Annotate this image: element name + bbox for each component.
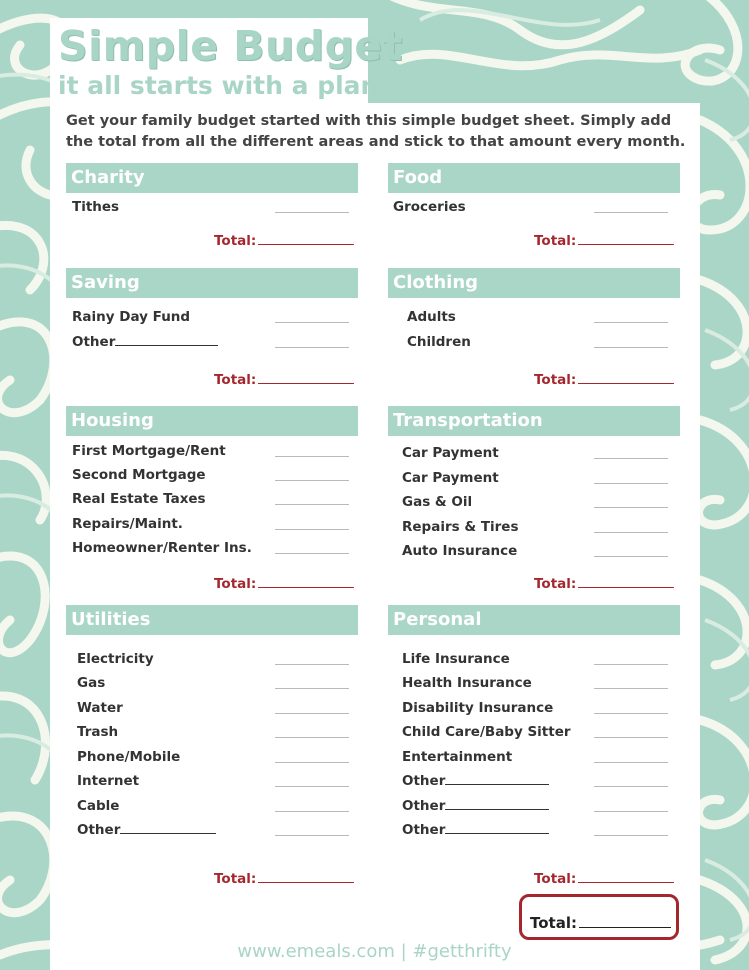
- line-item-label: Groceries: [393, 199, 466, 215]
- line-item-label: Health Insurance: [402, 675, 532, 691]
- total-blank[interactable]: [258, 382, 354, 384]
- line-item-label: First Mortgage/Rent: [72, 443, 226, 459]
- grand-total: Total:: [530, 914, 671, 932]
- total-blank[interactable]: [578, 382, 674, 384]
- amount-blank[interactable]: [594, 322, 668, 323]
- line-item-label: Tithes: [72, 199, 120, 215]
- amount-blank[interactable]: [275, 212, 349, 213]
- amount-blank[interactable]: [275, 322, 349, 323]
- line-item-label: Rainy Day Fund: [72, 309, 191, 325]
- line-item-label: Car Payment: [402, 445, 499, 461]
- section-header-personal: Personal: [388, 605, 680, 635]
- section-total: Total:: [534, 870, 674, 888]
- line-item-label: Disability Insurance: [402, 700, 554, 716]
- amount-blank[interactable]: [594, 713, 668, 714]
- page-title: Simple Budget: [58, 22, 403, 70]
- amount-blank[interactable]: [594, 532, 668, 533]
- amount-blank[interactable]: [594, 762, 668, 763]
- section-total: Total:: [214, 232, 354, 250]
- line-item-label: Cable: [77, 798, 120, 814]
- line-item-other: Other: [72, 333, 218, 351]
- line-item-other: Other: [402, 772, 549, 790]
- amount-blank[interactable]: [594, 737, 668, 738]
- section-header-housing: Housing: [66, 406, 358, 436]
- amount-blank[interactable]: [275, 762, 349, 763]
- total-blank[interactable]: [578, 881, 674, 883]
- amount-blank[interactable]: [594, 347, 668, 348]
- section-total: Total:: [214, 575, 354, 593]
- amount-blank[interactable]: [275, 713, 349, 714]
- line-item-label: Car Payment: [402, 470, 499, 486]
- line-item-label: Real Estate Taxes: [72, 491, 206, 507]
- amount-blank[interactable]: [594, 688, 668, 689]
- section-header-saving: Saving: [66, 268, 358, 298]
- other-write-in-blank[interactable]: [115, 344, 218, 346]
- line-item-label: Adults: [407, 309, 456, 325]
- amount-blank[interactable]: [275, 811, 349, 812]
- section-total: Total:: [534, 232, 674, 250]
- line-item-label: Gas: [77, 675, 106, 691]
- section-total: Total:: [534, 575, 674, 593]
- section-header-transportation: Transportation: [388, 406, 680, 436]
- section-total: Total:: [214, 870, 354, 888]
- other-write-in-blank[interactable]: [445, 808, 549, 810]
- line-item-label: Life Insurance: [402, 651, 510, 667]
- amount-blank[interactable]: [275, 529, 349, 530]
- section-header-utilities: Utilities: [66, 605, 358, 635]
- amount-blank[interactable]: [594, 483, 668, 484]
- total-blank[interactable]: [258, 881, 354, 883]
- amount-blank[interactable]: [275, 456, 349, 457]
- section-total: Total:: [534, 371, 674, 389]
- line-item-label: Repairs/Maint.: [72, 516, 183, 532]
- other-write-in-blank[interactable]: [445, 832, 549, 834]
- line-item-label: Electricity: [77, 651, 154, 667]
- line-item-other: Other: [402, 821, 549, 839]
- line-item-label: Gas & Oil: [402, 494, 473, 510]
- amount-blank[interactable]: [594, 811, 668, 812]
- other-write-in-blank[interactable]: [445, 783, 549, 785]
- line-item-label: Children: [407, 334, 471, 350]
- grand-total-blank[interactable]: [579, 926, 671, 928]
- amount-blank[interactable]: [594, 556, 668, 557]
- line-item-other: Other: [402, 797, 549, 815]
- line-item-label: Internet: [77, 773, 140, 789]
- section-total: Total:: [214, 371, 354, 389]
- line-item-label: Repairs & Tires: [402, 519, 519, 535]
- intro-text: Get your family budget started with this simple budget sheet. Simply add the total from all the different areas and stick to that amount every month.: [66, 113, 686, 150]
- footer-url: www.emeals.com | #getthrifty: [237, 941, 512, 962]
- section-header-clothing: Clothing: [388, 268, 680, 298]
- total-blank[interactable]: [258, 586, 354, 588]
- amount-blank[interactable]: [594, 786, 668, 787]
- amount-blank[interactable]: [275, 347, 349, 348]
- line-item-label: Homeowner/Renter Ins.: [72, 540, 252, 556]
- amount-blank[interactable]: [594, 835, 668, 836]
- line-item-label: Entertainment: [402, 749, 513, 765]
- amount-blank[interactable]: [275, 664, 349, 665]
- line-item-label: Phone/Mobile: [77, 749, 181, 765]
- amount-blank[interactable]: [275, 553, 349, 554]
- page-subtitle: it all starts with a plan: [58, 71, 379, 100]
- amount-blank[interactable]: [594, 458, 668, 459]
- amount-blank[interactable]: [275, 835, 349, 836]
- amount-blank[interactable]: [594, 507, 668, 508]
- line-item-label: Trash: [77, 724, 119, 740]
- line-item-label: Child Care/Baby Sitter: [402, 724, 571, 740]
- total-blank[interactable]: [258, 243, 354, 245]
- total-blank[interactable]: [578, 586, 674, 588]
- line-item-label: Second Mortgage: [72, 467, 206, 483]
- amount-blank[interactable]: [275, 504, 349, 505]
- section-header-charity: Charity: [66, 163, 358, 193]
- line-item-label: Water: [77, 700, 123, 716]
- amount-blank[interactable]: [594, 212, 668, 213]
- line-item-label: Auto Insurance: [402, 543, 518, 559]
- amount-blank[interactable]: [275, 688, 349, 689]
- total-blank[interactable]: [578, 243, 674, 245]
- amount-blank[interactable]: [275, 480, 349, 481]
- line-item-other: Other: [77, 821, 216, 839]
- amount-blank[interactable]: [275, 786, 349, 787]
- other-write-in-blank[interactable]: [120, 832, 216, 834]
- section-header-food: Food: [388, 163, 680, 193]
- amount-blank[interactable]: [594, 664, 668, 665]
- amount-blank[interactable]: [275, 737, 349, 738]
